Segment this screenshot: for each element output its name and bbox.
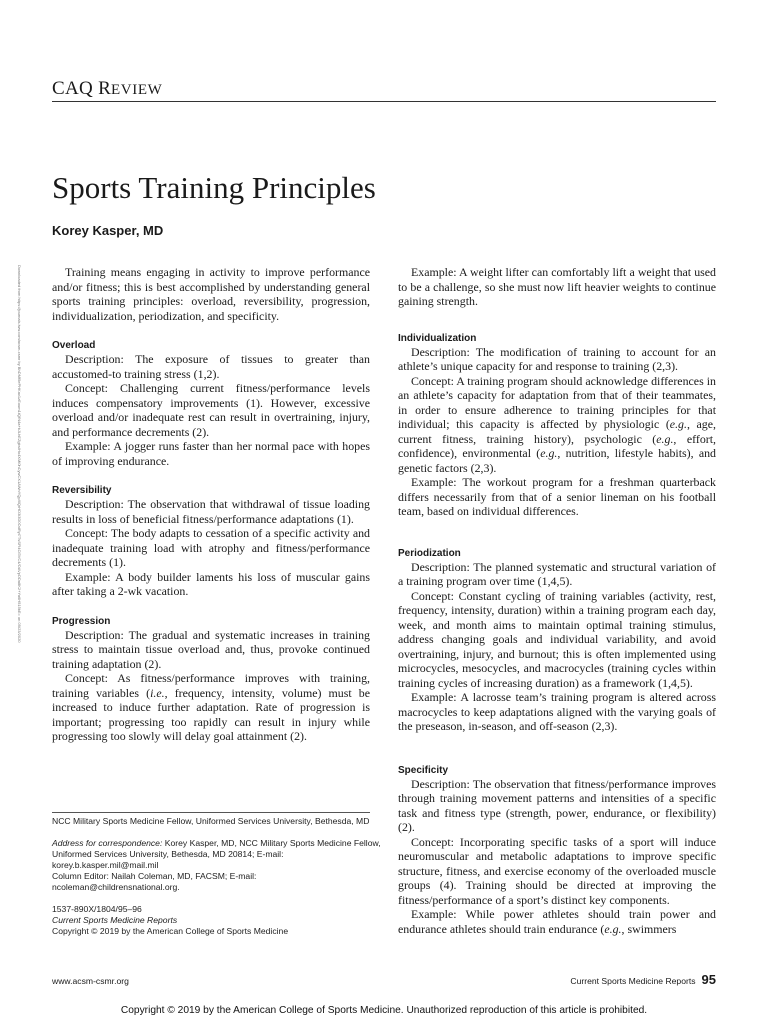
overload-example: Example: A jogger runs faster than her normal pace with hopes of improving endurance. bbox=[52, 439, 370, 468]
copyright-notice: Copyright © 2019 by the American College of Sports Medicine. Unauthorized reproduction of this article is prohibited. bbox=[120, 1005, 648, 1016]
issn: 1537-890X/1804/95–96 bbox=[52, 904, 142, 914]
reversibility-description: Description: The observation that withdrawal of tissue loading results in loss of beneficial fitness/performance adaptations (1). bbox=[52, 497, 370, 526]
left-column bbox=[52, 265, 370, 744]
individualization-concept: Concept: A training program should acknowledge differences in an athlete’s capacity for adaptation from that of their teammates, in order to ensure adherence to training principles for that individual; this capacity is affected by physiologic (e.g., age, current fitness, training history), psychologic (e.g., effort, confidence), environmental (e.g., nutrition, lifestyle habits), and genetic factors (2,3). bbox=[398, 373, 717, 475]
progression-description: Description: The gradual and systematic increases in training stress to maintain tissue overload and, thus, provoke continued training adaptation (2). bbox=[52, 627, 370, 671]
journal-name: Current Sports Medicine Reports bbox=[52, 915, 178, 925]
running-head bbox=[52, 78, 162, 100]
section-heading-specificity: Specificity bbox=[398, 764, 449, 776]
section-heading-progression: Progression bbox=[52, 615, 111, 627]
periodization-example: Example: A lacrosse team’s training program is altered across macrocycles to keep adaptations aligned with the varying goals of the preseason, in-season, and off-season (2,3). bbox=[398, 690, 716, 733]
correspondence-address: Address for correspondence: Korey Kasper, MD, NCC Military Sports Medicine Fellow, Uniformed Services University, Bethesda, MD 20814; E-mail: korey.b.kasper.mil@mail.mil bbox=[52, 838, 381, 870]
specificity-example: Example: While power athletes should train power and endurance athletes should train endurance (e.g., swimmers bbox=[398, 907, 716, 936]
section-heading-reversibility: Reversibility bbox=[52, 485, 112, 496]
author-name: Korey Kasper, MD bbox=[52, 223, 164, 238]
individualization-description: Description: The modification of training to account for an athlete’s unique capacity for and response to training (2,3). bbox=[398, 344, 716, 373]
overload-concept: Concept: Challenging current fitness/performance levels induces compensatory improvements (1). However, excessive overload and/or inadequate rest can result in overtraining, injury, and performance decrements (2). bbox=[52, 381, 370, 439]
section-heading-periodization: Periodization bbox=[398, 547, 461, 559]
periodization-description: Description: The planned systematic and structural variation of a training program over time (1,4,5). bbox=[398, 559, 716, 588]
progression-concept: Concept: As fitness/performance improves with training, training variables (i.e., frequency, intensity, volume) must be increased to induce further adaptation. Rate of progression is important; progressing too rapidly can result in injury while progressing too slowly will delay goal attainment (2). bbox=[52, 671, 371, 743]
column-editor: Column Editor: Nailah Coleman, MD, FACSM; E-mail: ncoleman@childrensnational.org. bbox=[52, 871, 257, 892]
footnote-rule bbox=[52, 812, 370, 813]
page-footer bbox=[570, 972, 716, 987]
running-head-cap: CAQ R bbox=[52, 78, 112, 99]
reversibility-example: Example: A body builder laments his loss of muscular gains after taking a 2-wk vacation. bbox=[52, 569, 370, 598]
footnotes bbox=[52, 816, 382, 937]
overload-description: Description: The exposure of tissues to greater than accustomed-to training stress (1,2). bbox=[52, 352, 370, 381]
download-notice: Downloaded from https://journals.lww.com/acsm-csmr by BhDMf5ePHKav1zEoum1tQfN4a+kJLhEZgbsIHo4XMi0hCywCX1AWnYQp/IlQrHD3i3D0OdRyi7TvSFl4Cf3VC4/OAVpDDa8K2+Ya6H515kE= on 09/23/2020 bbox=[17, 265, 22, 643]
intro-paragraph: Training means engaging in activity to improve performance and/or fitness; this is best accomplished by understanding general sports training principles: overload, reversibility, progression, individualization, periodization, and specificity. bbox=[52, 265, 370, 323]
right-column bbox=[398, 265, 716, 936]
page-number: 95 bbox=[701, 972, 716, 987]
running-head-smallcaps: EVIEW bbox=[111, 82, 163, 98]
section-heading-individualization: Individualization bbox=[398, 332, 477, 344]
journal-copyright: Copyright © 2019 by the American College of Sports Medicine bbox=[52, 926, 289, 936]
periodization-concept: Concept: Constant cycling of training variables (activity, rest, frequency, intensity, duration) within a training program each day, week, and month aims to maintain optimal training stimulus, address changing goals and individual variability, and avoid overtraining, injury, and burnout; this is often implemented using microcycles, mesocycles, and macrocycles (training cycles within training cycles of increasing duration) as a framework (1,4,5). bbox=[398, 588, 716, 690]
individualization-example: Example: The workout program for a freshman quarterback differs necessarily from that of a senior lineman on his football team, based on individual differences. bbox=[398, 475, 716, 518]
progression-example: Example: A weight lifter can comfortably lift a weight that used to be a challenge, so she must now lift heavier weights to continue gaining strength. bbox=[398, 265, 716, 308]
website-link[interactable]: www.acsm-csmr.org bbox=[52, 976, 129, 986]
section-heading-overload: Overload bbox=[52, 340, 96, 351]
fellow-affiliation: NCC Military Sports Medicine Fellow, Uniformed Services University, Bethesda, MD bbox=[52, 816, 370, 826]
article-title: Sports Training Principles bbox=[52, 170, 376, 205]
specificity-description: Description: The observation that fitness/performance improves through training movement patterns and intensities of a specific task and fitness type (strength, power, endurance, or flexibility) (2). bbox=[398, 776, 716, 834]
header-rule bbox=[52, 101, 716, 102]
footer-journal: Current Sports Medicine Reports bbox=[570, 976, 696, 986]
specificity-concept: Concept: Incorporating specific tasks of a sport will induce neuromuscular and metabolic adaptations to improve specific structure, fitness, and exercise economy of the overloaded muscle groups (4). Training should be directed at improving the fitness/performance of a sport’s distinct key components. bbox=[398, 834, 716, 907]
reversibility-concept: Concept: The body adapts to cessation of a specific activity and inadequate training load with atrophy and fitness/performance decrements (1). bbox=[52, 526, 370, 569]
